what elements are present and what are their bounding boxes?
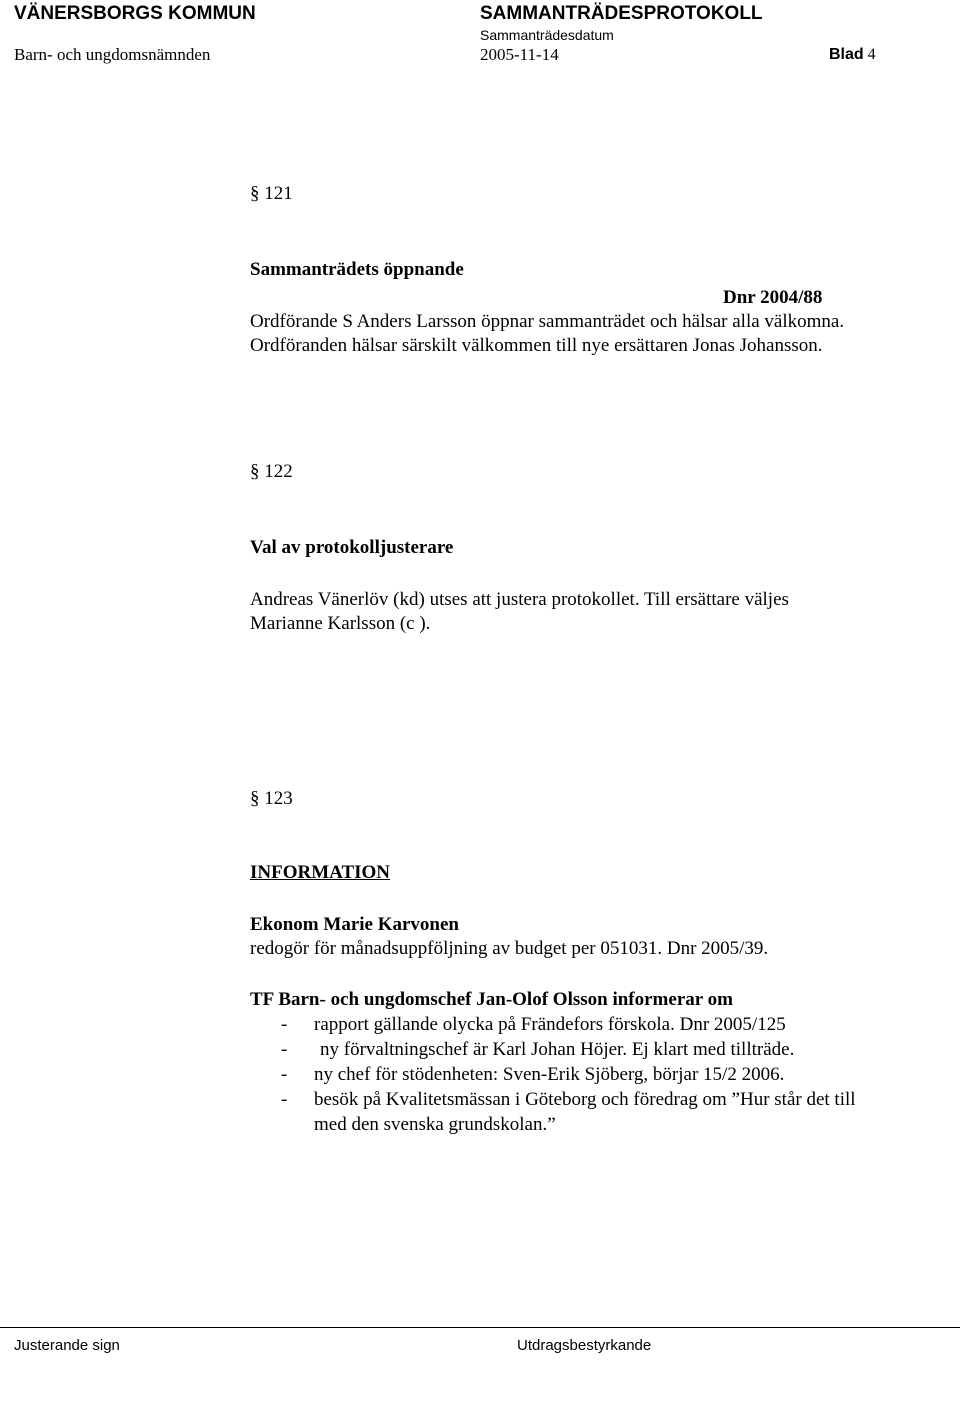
section-text-121-line1: Ordförande S Anders Larsson öppnar sammanträdet och hälsar alla välkomna.: [250, 311, 845, 332]
bullet-marker: -: [281, 1039, 288, 1060]
section-title-121: Sammanträdets öppnande: [250, 259, 464, 280]
section-text-121-line2: Ordföranden hälsar särskilt välkommen till nye ersättaren Jonas Johansson.: [250, 335, 823, 356]
document-type: SAMMANTRÄDESPROTOKOLL: [480, 3, 763, 24]
sheet-label: Blad: [829, 46, 864, 63]
bullet-item-3: ny chef för stödenheten: Sven-Erik Sjöberg, börjar 15/2 2006.: [314, 1064, 785, 1085]
section-number-122: § 122: [250, 461, 293, 482]
date-label: Sammanträdesdatum: [480, 27, 614, 43]
footer-divider: [0, 1327, 960, 1328]
bullet-marker: -: [281, 1014, 288, 1035]
section-text-122-line1: Andreas Vänerlöv (kd) utses att justera protokollet. Till ersättare väljes: [250, 589, 789, 610]
subheading-acting-head: TF Barn- och ungdomschef Jan-Olof Olsson informerar om: [250, 989, 733, 1010]
section-title-122: Val av protokolljusterare: [250, 537, 454, 558]
bullet-item-1: rapport gällande olycka på Frändefors förskola. Dnr 2005/125: [314, 1014, 786, 1035]
bullet-item-4: besök på Kvalitetsmässan i Göteborg och föredrag om ”Hur står det till: [314, 1089, 856, 1110]
bullet-item-2: ny förvaltningschef är Karl Johan Höjer. Ej klart med tillträde.: [320, 1039, 795, 1060]
organization-name: VÄNERSBORGS KOMMUN: [14, 3, 256, 24]
bullet-marker: -: [281, 1089, 288, 1110]
meeting-date: 2005-11-14: [480, 45, 559, 64]
section-number-121: § 121: [250, 183, 293, 204]
bullet-item-4-continued: med den svenska grundskolan.”: [314, 1114, 556, 1135]
department-name: Barn- och ungdomsnämnden: [14, 45, 211, 64]
economist-report-text: redogör för månadsuppföljning av budget per 051031. Dnr 2005/39.: [250, 938, 769, 959]
case-number-121: Dnr 2004/88: [723, 287, 823, 308]
section-title-123: INFORMATION: [250, 862, 391, 883]
section-text-122-line2: Marianne Karlsson (c ).: [250, 613, 431, 634]
footer-adjuster-signature: Justerande sign: [14, 1337, 120, 1354]
sheet-value: 4: [867, 46, 876, 63]
subheading-economist: Ekonom Marie Karvonen: [250, 914, 459, 935]
section-number-123: § 123: [250, 788, 293, 809]
sheet-number: [829, 46, 876, 64]
bullet-marker: -: [281, 1064, 288, 1085]
footer-extract-certification: Utdragsbestyrkande: [517, 1337, 652, 1354]
